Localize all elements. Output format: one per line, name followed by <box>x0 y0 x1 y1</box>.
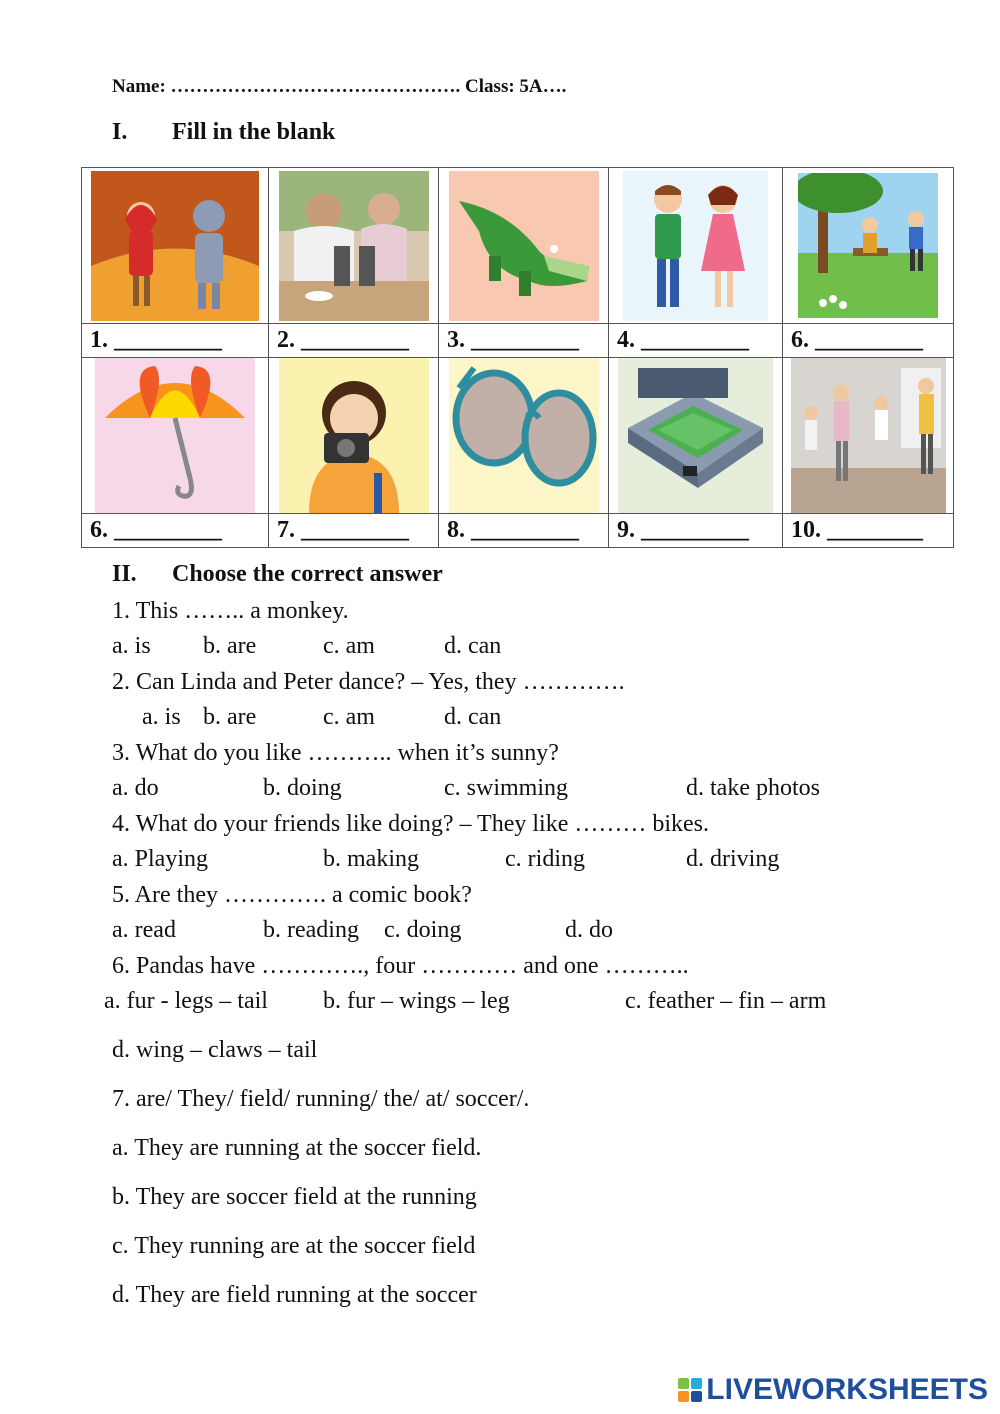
section-2-number: II. <box>112 561 137 587</box>
answer-option[interactable]: d. They are field running at the soccer <box>112 1282 477 1308</box>
blank-label[interactable]: 7. _________ <box>269 514 439 548</box>
answer-option[interactable]: c. doing <box>384 917 462 943</box>
boy-and-girl-dancing-picture <box>623 171 768 321</box>
logo-text: LIVEWORKSHEETS <box>706 1373 988 1406</box>
answer-option[interactable]: c. riding <box>505 846 585 872</box>
label-row-1 <box>82 324 954 358</box>
section-1-heading <box>112 119 335 146</box>
question-3: 3. What do you like ……….. when it’s sunny? <box>112 740 559 766</box>
answer-option[interactable]: c. am <box>323 633 375 659</box>
answer-option[interactable]: d. can <box>444 704 502 730</box>
girl-taking-photo-picture <box>279 358 429 513</box>
answer-option[interactable]: c. am <box>323 704 375 730</box>
answer-option[interactable]: b. fur – wings – leg <box>323 988 510 1014</box>
question-5: 5. Are they …………. a comic book? <box>112 882 472 908</box>
answer-option[interactable]: a. is <box>112 633 151 659</box>
crocodile-picture <box>449 171 599 321</box>
answer-option[interactable]: d. driving <box>686 846 780 872</box>
answer-option[interactable]: d. wing – claws – tail <box>112 1037 318 1063</box>
coffee-drinkers-picture <box>279 171 429 321</box>
blank-label[interactable]: 2. _________ <box>269 324 439 358</box>
answer-option[interactable]: d. do <box>565 917 613 943</box>
picture-cell <box>783 358 954 514</box>
liveworksheets-logo <box>678 1372 988 1408</box>
picture-row-1 <box>82 168 954 324</box>
answer-option[interactable]: b. making <box>323 846 419 872</box>
kids-dancing-class-picture <box>791 358 946 513</box>
blank-label[interactable]: 10. ________ <box>783 514 954 548</box>
answer-option[interactable]: a. Playing <box>112 846 208 872</box>
blank-label[interactable]: 4. _________ <box>609 324 783 358</box>
section-1-title: Fill in the blank <box>172 119 336 145</box>
answer-option[interactable]: b. are <box>203 704 257 730</box>
question-2: 2. Can Linda and Peter dance? – Yes, they …………. <box>112 669 625 695</box>
answer-option[interactable]: a. They are running at the soccer field. <box>112 1135 482 1161</box>
section-2-heading <box>112 561 443 588</box>
question-7: 7. are/ They/ field/ running/ the/ at/ soccer/. <box>112 1086 530 1112</box>
answer-option[interactable]: a. fur - legs – tail <box>104 988 268 1014</box>
picture-cell <box>269 168 439 324</box>
picture-cell <box>609 358 783 514</box>
picture-cell <box>82 168 269 324</box>
picture-row-2 <box>82 358 954 514</box>
blank-label[interactable]: 9. _________ <box>609 514 783 548</box>
answer-option[interactable]: d. can <box>444 633 502 659</box>
section-2-title: Choose the correct answer <box>172 561 443 587</box>
picture-grid <box>81 167 954 548</box>
label-row-2 <box>82 514 954 548</box>
picture-cell <box>609 168 783 324</box>
answer-option[interactable]: a. read <box>112 917 176 943</box>
answer-option[interactable]: c. feather – fin – arm <box>625 988 827 1014</box>
section-1-number: I. <box>112 119 128 145</box>
question-6: 6. Pandas have …………., four ………… and one ……….. <box>112 953 689 979</box>
blank-label[interactable]: 6. _________ <box>82 514 269 548</box>
umbrella-picture <box>95 358 255 513</box>
answer-option[interactable]: a. is <box>142 704 181 730</box>
picture-cell <box>439 168 609 324</box>
question-1: 1. This …….. a monkey. <box>112 598 349 624</box>
answer-option[interactable]: b. are <box>203 633 257 659</box>
answer-option[interactable]: c. They running are at the soccer field <box>112 1233 476 1259</box>
picture-cell <box>269 358 439 514</box>
stadium-picture <box>618 358 773 513</box>
answer-option[interactable]: a. do <box>112 775 159 801</box>
picture-cell <box>783 168 954 324</box>
logo-squares-icon <box>678 1378 702 1402</box>
question-4: 4. What do your friends like doing? – They like ……… bikes. <box>112 811 710 837</box>
blank-label[interactable]: 3. _________ <box>439 324 609 358</box>
sunglasses-picture <box>449 358 599 513</box>
blank-label[interactable]: 1. _________ <box>82 324 269 358</box>
red-riding-hood-and-wolf-picture <box>91 171 259 321</box>
answer-option[interactable]: b. They are soccer field at the running <box>112 1184 477 1210</box>
picture-cell <box>439 358 609 514</box>
answer-option[interactable]: b. reading <box>263 917 359 943</box>
kids-in-park-picture <box>798 173 938 318</box>
blank-label[interactable]: 8. _________ <box>439 514 609 548</box>
student-name-class-line: Name: ………………………………………. Class: 5A…. <box>112 76 567 97</box>
answer-option[interactable]: b. doing <box>263 775 342 801</box>
answer-option[interactable]: d. take photos <box>686 775 820 801</box>
answer-option[interactable]: c. swimming <box>444 775 568 801</box>
blank-label[interactable]: 6. _________ <box>783 324 954 358</box>
picture-cell <box>82 358 269 514</box>
